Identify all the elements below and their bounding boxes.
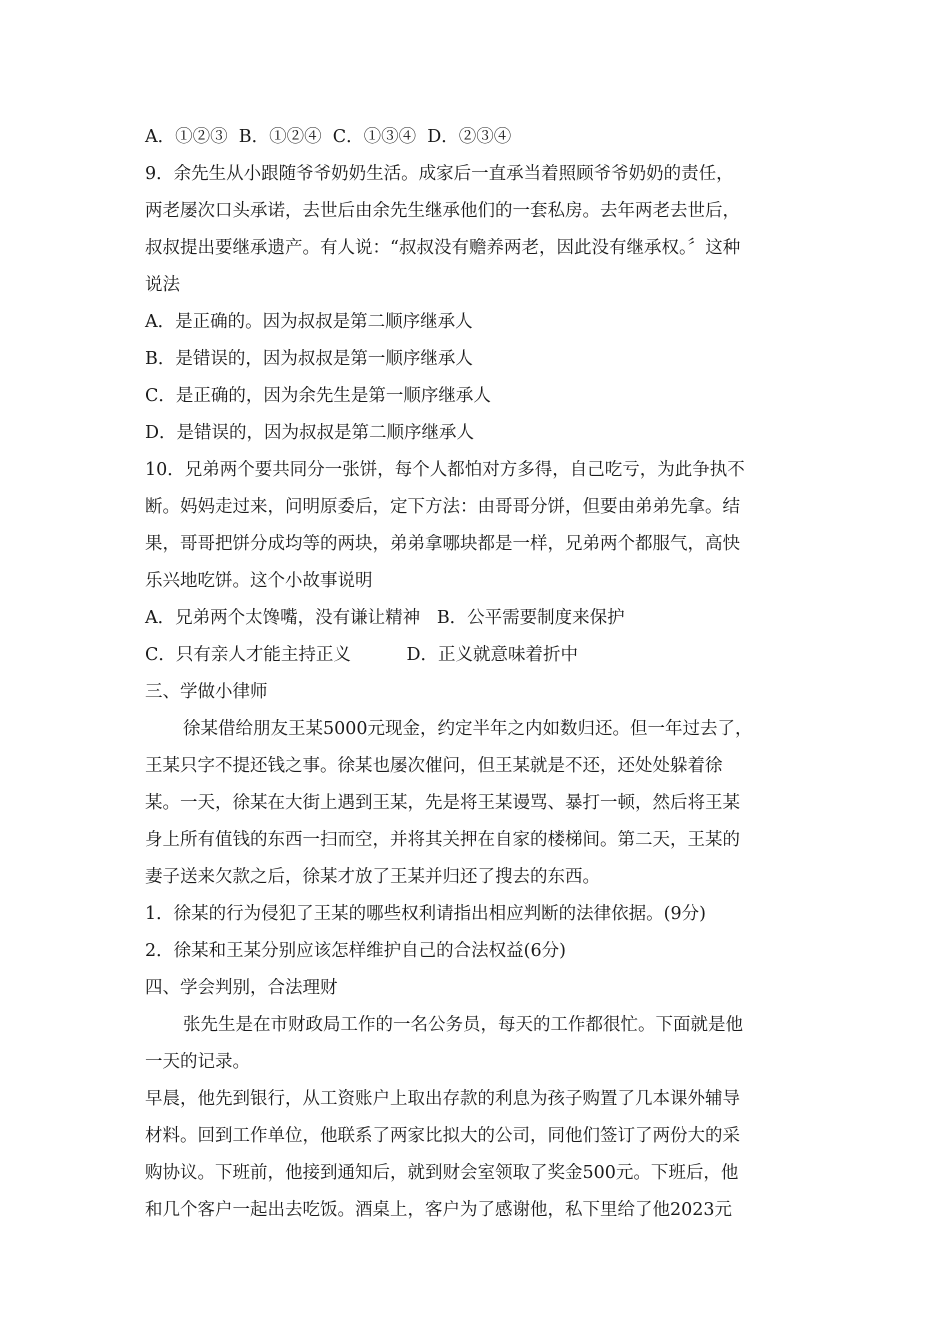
text-line-q9-4: 说法 xyxy=(145,275,180,295)
story-text-3: 早晨，他先到银行，从工资账户上取出存款的利息为孩子购置了几本课外辅导 xyxy=(145,1089,740,1109)
story-text-4: 材料。回到工作单位，他联系了两家比拟大的公司，同他们签订了两份大的采 xyxy=(145,1126,740,1146)
option-q10-cd: C．只有亲人才能主持正义 D．正义就意味着折中 xyxy=(145,645,579,665)
case-text-1: 徐某借给朋友王某5000元现金，约定半年之内如数归还。但一年过去了， xyxy=(183,719,753,739)
story-text-5: 购协议。下班前，他接到通知后，就到财会室领取了奖金500元。下班后，他 xyxy=(145,1163,739,1183)
text-line-q9-1: 9．余先生从小跟随爷爷奶奶生活。成家后一直承当着照顾爷爷奶奶的责任， xyxy=(145,164,734,184)
text-line-q10-3: 果，哥哥把饼分成均等的两块，弟弟拿哪块都是一样，兄弟两个都服气，高快 xyxy=(145,534,740,554)
option-q10-ab: A．兄弟两个太馋嘴，没有谦让精神 B．公平需要制度来保护 xyxy=(145,608,625,628)
option-q9-b: B．是错误的，因为叔叔是第一顺序继承人 xyxy=(145,349,473,369)
case-text-2: 王某只字不提还钱之事。徐某也屡次催问，但王某就是不还，还处处躲着徐 xyxy=(145,756,723,776)
section-heading-3: 三、学做小律师 xyxy=(145,682,268,702)
text-line-q9-3: 叔叔提出要继承遗产。有人说：“叔叔没有赡养两老，因此没有继承权。〞这种 xyxy=(145,238,741,258)
section-heading-4: 四、学会判别，合法理财 xyxy=(145,978,338,998)
story-text-2: 一天的记录。 xyxy=(145,1052,250,1072)
text-line-options-q8: A．①②③ B．①②④ C．①③④ D．②③④ xyxy=(145,127,512,147)
story-text-6: 和几个客户一起出去吃饭。酒桌上，客户为了感谢他，私下里给了他2023元 xyxy=(145,1200,733,1220)
text-line-q10-1: 10．兄弟两个要共同分一张饼，每个人都怕对方多得，自己吃亏，为此争执不 xyxy=(145,460,745,480)
question-3-2: 2．徐某和王某分别应该怎样维护自己的合法权益(6分) xyxy=(145,941,566,961)
story-text-1: 张先生是在市财政局工作的一名公务员，每天的工作都很忙。下面就是他 xyxy=(183,1015,743,1035)
question-3-1: 1．徐某的行为侵犯了王某的哪些权利请指出相应判断的法律依据。(9分) xyxy=(145,904,706,924)
option-q9-a: A．是正确的。因为叔叔是第二顺序继承人 xyxy=(145,312,473,332)
case-text-4: 身上所有值钱的东西一扫而空，并将其关押在自家的楼梯间。第二天，王某的 xyxy=(145,830,740,850)
option-q9-c: C．是正确的，因为余先生是第一顺序继承人 xyxy=(145,386,491,406)
text-line-q10-4: 乐兴地吃饼。这个小故事说明 xyxy=(145,571,373,591)
case-text-5: 妻子送来欠款之后，徐某才放了王某并归还了搜去的东西。 xyxy=(145,867,600,887)
case-text-3: 某。一天，徐某在大街上遇到王某，先是将王某谩骂、暴打一顿，然后将王某 xyxy=(145,793,740,813)
text-line-q10-2: 断。妈妈走过来，问明原委后，定下方法：由哥哥分饼，但要由弟弟先拿。结 xyxy=(145,497,740,517)
option-q9-d: D．是错误的，因为叔叔是第二顺序继承人 xyxy=(145,423,475,443)
text-line-q9-2: 两老屡次口头承诺，去世后由余先生继承他们的一套私房。去年两老去世后， xyxy=(145,201,740,221)
